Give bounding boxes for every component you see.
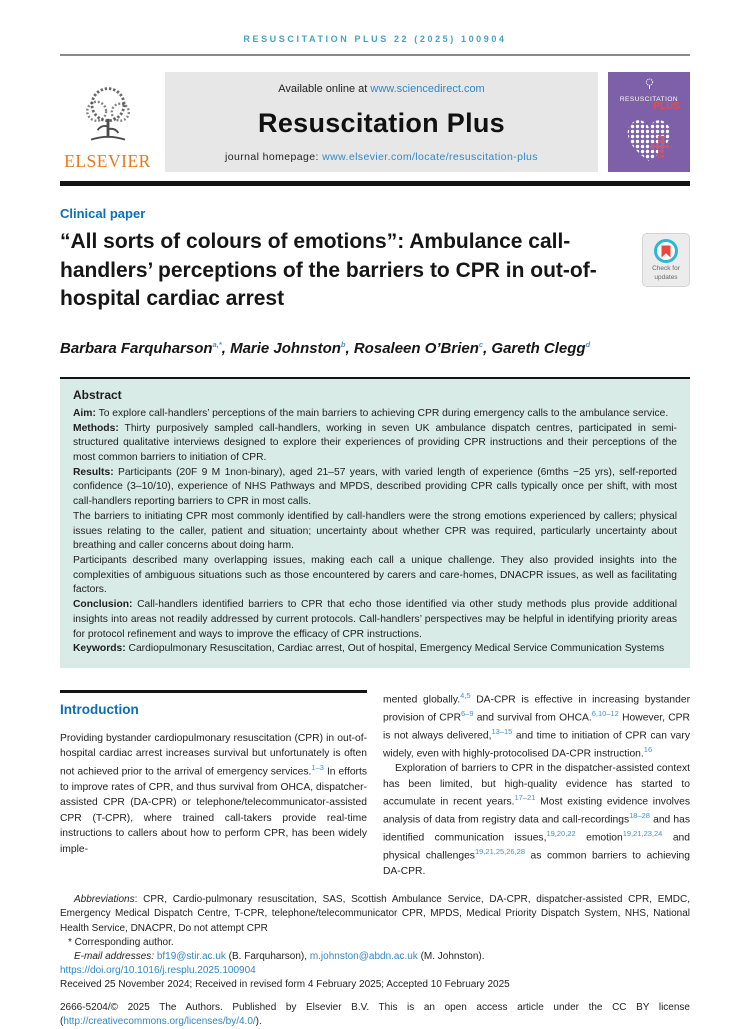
license-line: 2666-5204/© 2025 The Authors. Published by Elsevier B.V. This is an open access article under the CC BY license (http://creativecommons.org/licenses/by/4.0/). (60, 1001, 690, 1027)
italic-label: Abbreviations (74, 894, 135, 906)
abstract-aim: Aim: To explore call-handlers’ perceptions of the main barriers to achieving CPR during emergency calls to the ambulance service. (73, 407, 669, 419)
footnotes (60, 893, 690, 992)
journal-title: Resuscitation Plus (258, 107, 505, 138)
abstract-box (60, 377, 690, 668)
journal-homepage-link[interactable]: www.elsevier.com/locate/resuscitation-plus (322, 151, 538, 163)
italic-label: E-mail addresses: (74, 950, 155, 962)
intro-paragraph-1: Providing bystander cardiopulmonary resuscitation (CPR) in out-of-hospital cardiac arrest increases survival but unfortunately is often not achieved prior to the arrival of emergency services.$^{1-3}$ In efforts to improve rates of CPR, and thus survival from OHCA, dispatcher-assisted CPR (DA-CPR) or telephone/telecommunicator-assisted CPR (T-CPR), where trained call-takers provide real-time instructions to callers about how to perform CPR, has been widely imple- (60, 733, 367, 855)
masthead (60, 72, 690, 172)
right-column (383, 690, 690, 879)
reference-link[interactable]: 6,10–12 (591, 708, 619, 718)
reference-link[interactable]: 18–28 (629, 811, 650, 821)
article-title: “All sorts of colours of emotions”: Ambulance call-handlers’ perceptions of the barriers to CPR in out-of-hospital cardiac arrest (60, 230, 597, 311)
crossmark-circle (654, 239, 678, 263)
abstract-methods: Methods: Thirty purposively sampled call-handlers, working in seven UK ambulance dispatch centres, participated in semi-structured qualitative interviews designed to explore their experiences of providing CPR instructions and their perceptions of the most common barriers to initiation of CPR. (73, 422, 677, 463)
reference-link[interactable]: a,* (212, 339, 222, 349)
bold-label: Methods: (73, 422, 119, 434)
intro-paragraph-1-continued: mented globally.$^{4,5}$ DA-CPR is effective in increasing bystander provision of CPR$^{6-9}$ and survival from OHCA.$^{6,10-12}$ However, CPR is not always delivered,$^{13-15}$ and time to initiation of CPR can vary widely, even with highly-protocolised DA-CPR instruction.$^{16}$ (383, 691, 690, 760)
reference-link[interactable]: 19,21,23,24 (622, 829, 663, 839)
bookmark-icon (661, 245, 671, 258)
reference-link[interactable]: b (340, 339, 346, 349)
available-online-prefix: Available online at (278, 83, 371, 95)
abstract-heading: Abstract (73, 387, 122, 402)
journal-cover-thumbnail[interactable] (608, 72, 690, 172)
author-list: Barbara Farquharson$^{a,*}$, Marie Johnston$^b$, Rosaleen O’Brien$^c$, Gareth Clegg$^d$ (60, 339, 591, 357)
email-addresses-note: E-mail addresses: bf19@stir.ac.uk (B. Farquharson), m.johnston@abdn.ac.uk (M. Johnston). (74, 950, 485, 962)
doi-line (60, 964, 690, 978)
elsevier-logo[interactable] (60, 72, 155, 172)
corresponding-author-note: * Corresponding author. (68, 936, 174, 948)
abstract-conclusion: Conclusion: Call-handlers identified barriers to CPR that echo those identified via other study methods plus provide additional insights into areas not readily addressed by current protocols. Call-handlers’ perspectives may be helpful in identifying priority areas for protocol refinement and ways to improve the efficacy of CPR instructions. (73, 599, 677, 640)
license-footer (60, 1001, 690, 1029)
abbreviations-note: Abbreviations: CPR, Cardio-pulmonary resuscitation, SAS, Scottish Ambulance Service, DA-CPR, dispatcher-assisted CPR, EMDC, Emergency Medical Dispatch Centre, T-CPR, telephone/telecommunicator CPR, MPDS, Medical Priority Dispatch System, NHS, National Health Service, DNACPR, Do not attempt CPR (60, 894, 690, 934)
abstract-results-barriers: The barriers to initiating CPR most commonly identified by call-handlers were the strong emotions experienced by callers; physical issues relating to the caller, patient and situation; uncertainty about whether CPR was required, particularly uncertainty about breathing and caller concerns about doing harm. (73, 510, 677, 552)
dotted-heart-icon (620, 114, 678, 164)
journal-banner (165, 72, 598, 172)
link[interactable]: m.johnston@abdn.ac.uk (309, 950, 418, 962)
reference-link[interactable]: 1–3 (311, 762, 324, 772)
left-column (60, 690, 367, 879)
link[interactable]: http://creativecommons.org/licenses/by/4.0/ (63, 1015, 256, 1027)
link[interactable]: https://doi.org/10.1016/j.resplu.2025.100904 (60, 965, 256, 977)
reference-link[interactable]: 6–9 (461, 708, 474, 718)
elsevier-tree-icon (73, 82, 143, 150)
cover-title-line2: PLUS (653, 101, 680, 112)
cover-title-line1: RESUSCITATION (619, 96, 679, 103)
bold-label: Aim: (73, 407, 96, 419)
abstract-results-overlap: Participants described many overlapping issues, making each call a unique challenge. They also provided insights into the complexities of ambiguous situations such as those encountered by carers and care-homes, DNACPR issues, as well as facilitating factors. (73, 554, 677, 596)
reference-link[interactable]: 19,20,22 (546, 829, 576, 839)
masthead-divider (60, 181, 690, 186)
elsevier-wordmark: ELSEVIER (64, 151, 151, 171)
reference-link[interactable]: 13–15 (491, 726, 513, 736)
check-updates-label (645, 265, 687, 283)
available-online-line (171, 83, 592, 95)
cover-emblem-icon (644, 78, 655, 90)
running-head: RESUSCITATION PLUS 22 (2025) 100904 (243, 34, 507, 44)
section-rule (60, 690, 367, 693)
check-updates-line1: Check for (652, 265, 680, 272)
reference-link[interactable]: c (478, 339, 484, 349)
sciencedirect-link[interactable]: www.sciencedirect.com (370, 83, 485, 95)
reference-link[interactable]: 17–21 (514, 793, 536, 803)
homepage-prefix: journal homepage: (225, 151, 323, 163)
introduction-heading: Introduction (60, 702, 139, 718)
check-updates-line2: updates (654, 273, 678, 281)
received-dates-line: Received 25 November 2024; Received in revised form 4 February 2025; Accepted 10 February 2025 (60, 979, 510, 991)
link[interactable]: bf19@stir.ac.uk (156, 950, 226, 962)
article-type-label: Clinical paper (60, 206, 146, 221)
reference-link[interactable]: 4,5 (460, 691, 471, 701)
header-divider (60, 54, 690, 56)
abstract-keywords: Keywords: Cardiopulmonary Resuscitation, Cardiac arrest, Out of hospital, Emergency Medical Service Communication Systems (73, 643, 665, 655)
bold-label: Conclusion: (73, 599, 133, 611)
reference-link[interactable]: 16 (643, 744, 653, 754)
bold-label: Results: (73, 466, 114, 478)
journal-homepage-line (171, 151, 592, 163)
reference-link[interactable]: 19,21,25,26,28 (474, 846, 526, 856)
check-for-updates-badge[interactable] (642, 233, 690, 287)
reference-link[interactable]: d (585, 339, 591, 349)
body-columns (60, 690, 690, 879)
abstract-results: Results: Participants (20F 9 M 1non-binary), aged 21–57 years, with varied length of experience (6mths −25 yrs), self-reported confidence (3–10/10), experience of NHS Pathways and MPDS, described providing CPR calls typically once per shift, with most call-handlers reporting barriers to CPR in most calls. (73, 466, 677, 508)
bold-label: Keywords: (73, 643, 126, 655)
intro-paragraph-2: Exploration of barriers to CPR in the dispatcher-assisted context has been limited, but high-quality evidence has started to accumulate in recent years.$^{17-21}$ Most existing evidence involves analysis of data from registry data and call-recordings$^{18-28}$ and has identified communication issues,$^{19,20,22}$ emotion$^{19,21,23,24}$ and physical challenges$^{19,21,25,26,28}$ as common barriers to achieving DA-CPR. (383, 763, 690, 877)
title-row (60, 228, 690, 314)
